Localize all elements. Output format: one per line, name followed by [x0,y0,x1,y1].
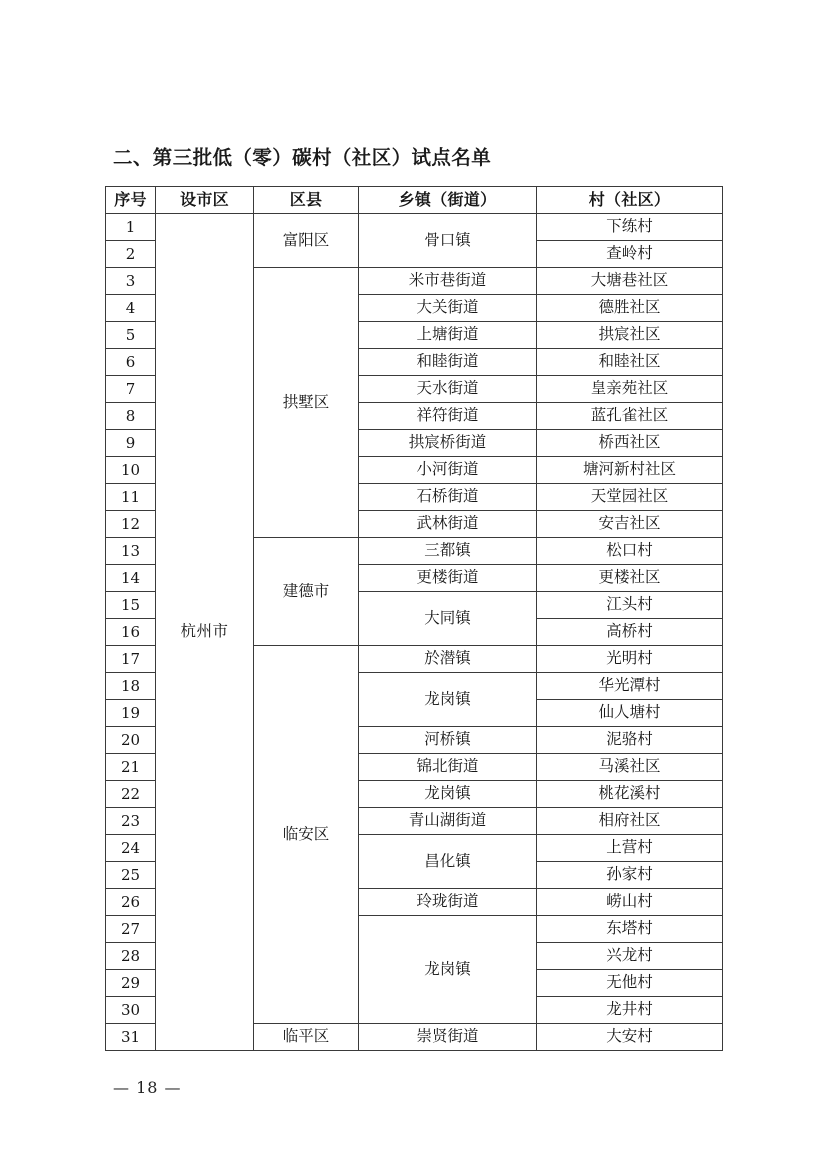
cell-village: 德胜社区 [537,295,723,322]
cell-seq: 20 [106,727,156,754]
cell-village: 安吉社区 [537,511,723,538]
cell-seq: 10 [106,457,156,484]
cell-seq: 11 [106,484,156,511]
cell-village: 华光潭村 [537,673,723,700]
cell-seq: 28 [106,943,156,970]
cell-village: 光明村 [537,646,723,673]
cell-seq: 15 [106,592,156,619]
cell-town: 和睦街道 [359,349,537,376]
cell-town: 於潜镇 [359,646,537,673]
cell-seq: 26 [106,889,156,916]
cell-town: 更楼街道 [359,565,537,592]
cell-seq: 25 [106,862,156,889]
cell-town: 崇贤街道 [359,1024,537,1051]
cell-village: 天堂园社区 [537,484,723,511]
cell-village: 蓝孔雀社区 [537,403,723,430]
cell-seq: 13 [106,538,156,565]
cell-seq: 29 [106,970,156,997]
cell-village: 和睦社区 [537,349,723,376]
cell-district: 临平区 [254,1024,359,1051]
cell-town: 武林街道 [359,511,537,538]
cell-village: 无他村 [537,970,723,997]
cell-seq: 22 [106,781,156,808]
column-header-city: 设市区 [156,187,254,214]
table-row [106,214,723,241]
cell-district: 建德市 [254,538,359,646]
cell-village: 马溪社区 [537,754,723,781]
cell-seq: 7 [106,376,156,403]
cell-village: 皇亲苑社区 [537,376,723,403]
cell-town: 玲珑街道 [359,889,537,916]
cell-district: 拱墅区 [254,268,359,538]
cell-village: 孙家村 [537,862,723,889]
cell-seq: 4 [106,295,156,322]
cell-city: 杭州市 [156,214,254,1051]
cell-seq: 12 [106,511,156,538]
pilot-list-table-container [105,186,722,1051]
cell-village: 泥骆村 [537,727,723,754]
column-header-village: 村（社区） [537,187,723,214]
cell-seq: 24 [106,835,156,862]
column-header-town: 乡镇（街道） [359,187,537,214]
cell-town: 三都镇 [359,538,537,565]
cell-seq: 1 [106,214,156,241]
cell-town: 龙岗镇 [359,916,537,1024]
cell-seq: 9 [106,430,156,457]
cell-seq: 21 [106,754,156,781]
cell-seq: 27 [106,916,156,943]
cell-seq: 23 [106,808,156,835]
cell-village: 大塘巷社区 [537,268,723,295]
cell-seq: 14 [106,565,156,592]
cell-town: 锦北街道 [359,754,537,781]
cell-district: 富阳区 [254,214,359,268]
cell-town: 龙岗镇 [359,781,537,808]
cell-village: 塘河新村社区 [537,457,723,484]
cell-village: 江头村 [537,592,723,619]
cell-town: 拱宸桥街道 [359,430,537,457]
cell-seq: 18 [106,673,156,700]
section-title: 二、第三批低（零）碳村（社区）试点名单 [113,146,492,169]
cell-seq: 17 [106,646,156,673]
column-header-district: 区县 [254,187,359,214]
cell-village: 桃花溪村 [537,781,723,808]
cell-village: 龙井村 [537,997,723,1024]
cell-seq: 5 [106,322,156,349]
cell-town: 上塘街道 [359,322,537,349]
cell-village: 上营村 [537,835,723,862]
cell-district: 临安区 [254,646,359,1024]
cell-town: 米市巷街道 [359,268,537,295]
cell-village: 兴龙村 [537,943,723,970]
column-header-seq: 序号 [106,187,156,214]
cell-town: 小河街道 [359,457,537,484]
cell-seq: 8 [106,403,156,430]
cell-village: 仙人塘村 [537,700,723,727]
pilot-list-table [105,186,723,1051]
cell-village: 高桥村 [537,619,723,646]
cell-village: 东塔村 [537,916,723,943]
cell-village: 查岭村 [537,241,723,268]
cell-town: 大同镇 [359,592,537,646]
cell-town: 祥符街道 [359,403,537,430]
cell-town: 天水街道 [359,376,537,403]
cell-town: 青山湖街道 [359,808,537,835]
cell-seq: 31 [106,1024,156,1051]
cell-town: 石桥街道 [359,484,537,511]
cell-village: 拱宸社区 [537,322,723,349]
cell-seq: 30 [106,997,156,1024]
cell-town: 龙岗镇 [359,673,537,727]
cell-seq: 19 [106,700,156,727]
cell-town: 骨口镇 [359,214,537,268]
page-number: — 18 — [113,1078,182,1097]
cell-village: 下练村 [537,214,723,241]
cell-village: 大安村 [537,1024,723,1051]
cell-seq: 16 [106,619,156,646]
cell-village: 松口村 [537,538,723,565]
cell-seq: 3 [106,268,156,295]
cell-seq: 2 [106,241,156,268]
cell-town: 河桥镇 [359,727,537,754]
cell-village: 桥西社区 [537,430,723,457]
cell-seq: 6 [106,349,156,376]
cell-town: 昌化镇 [359,835,537,889]
cell-village: 更楼社区 [537,565,723,592]
cell-village: 相府社区 [537,808,723,835]
cell-village: 崂山村 [537,889,723,916]
cell-town: 大关街道 [359,295,537,322]
table-header-row [106,187,723,214]
